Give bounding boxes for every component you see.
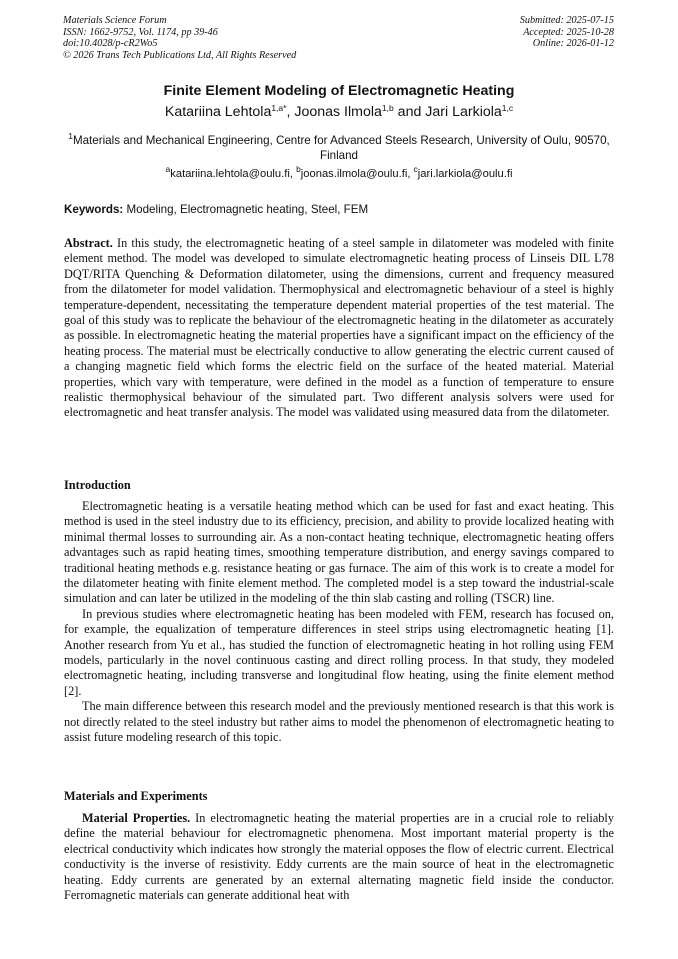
author-list (0, 104, 678, 120)
email-mark: a (165, 164, 171, 174)
introduction-body (64, 499, 614, 746)
email-mark: b (296, 164, 301, 174)
affiliation (64, 133, 614, 163)
journal-info (63, 15, 296, 61)
paragraph: Electromagnetic heating is a versatile heating method which can be used for fast and exact heating. This method is used in the steel industry due to its efficiency, precision, and ability to provide localized heating with minimal thermal losses to surrounding air. As a non-contact heating technique, electromagnetic heating offers advantages such as rapid heating times, smoothing temperature distribution, and energy savings compared to traditional heating methods e.g. resistance heating or gas furnace. The aim of this work is to create a model for the dilatometer heating with finite element method. The completed model is a step toward the industrial-scale simulation and can later be utilized in the modeling of the thin slab casting and rolling (TSCR) line. (64, 499, 614, 606)
accepted-date: Accepted: 2025-10-28 (523, 26, 614, 38)
abstract-label: Abstract. (64, 236, 113, 250)
abstract-text: In this study, the electromagnetic heating of a steel sample in dilatometer was modeled with finite element method. The model was developed to simulate electromagnetic heating process of Linseis DIL L78 DQT/RITA Quenching & Deformation dilatometer, using the dimensions, current and frequency measured from the dilatometer for model validation. Thermophysical and electromagnetic behaviour of a steel is highly temperature-dependent, necessitating the temperature dependent material properties of the test material. The goal of this study was to replicate the behaviour of the electromagnetic heating in the dilatometer as accurately as possible. In electromagnetic heating the material properties have a significant impact on the efficiency of the heating process. The material must be electrically conductive to allow generating the electric current caused of a changing magnetic field which forms the electric field on the surface of the heated material. Material properties, which vary with temperature, were defined in the model as a function of temperature to ensure realistic thermophysical behaviour of the simulated part. Two different analysis solvers were used for electromagnetic and heat transfer analysis. The model was validated using measured data from the dilatometer. (64, 236, 614, 420)
author-separator: and (393, 104, 426, 120)
keywords-text: Modeling, Electromagnetic heating, Steel, FEM (123, 203, 369, 216)
paper-title: Finite Element Modeling of Electromagnetic Heating (163, 83, 515, 99)
email-mark: c (413, 164, 418, 174)
author-affiliation-mark: 1,c (501, 103, 514, 113)
submitted-date: Submitted: 2025-07-15 (519, 15, 614, 26)
author-name: Katariina Lehtola (164, 104, 272, 120)
online-date: Online: 2026-01-12 (532, 38, 614, 50)
subsection-heading: Material Properties. (82, 811, 191, 825)
affiliation-text: Materials and Mechanical Engineering, Centre for Advanced Steels Research, University of Oulu, 90570, Finland (72, 134, 610, 162)
keywords-label: Keywords: (64, 203, 124, 216)
author-affiliation-mark: 1,a* (271, 103, 287, 113)
email-separator: , (289, 168, 297, 180)
affiliation-mark: 1 (68, 131, 73, 141)
email-address[interactable]: katariina.lehtola@oulu.fi (170, 168, 290, 180)
abstract (64, 236, 614, 421)
author-affiliation-mark: 1,b (381, 103, 394, 113)
email-address[interactable]: jari.larkiola@oulu.fi (417, 168, 513, 180)
paragraph (64, 811, 614, 903)
author-separator: , (286, 104, 295, 120)
paragraph: The main difference between this research model and the previously mentioned research is that this work is not directly related to the steel industry but rather aims to model the phenomenon of electromagnetic heating to assist future modeling research of this topic. (64, 699, 614, 745)
journal-name: Materials Science Forum (63, 15, 167, 26)
email-address[interactable]: joonas.ilmola@oulu.fi (300, 168, 408, 180)
doi-line: doi:10.4028/p-cR2Wo5 (63, 38, 158, 50)
email-separator: , (407, 168, 414, 180)
keywords (64, 203, 614, 216)
introduction-heading: Introduction (64, 478, 131, 492)
copyright-line: © 2026 Trans Tech Publications Ltd, All Rights Reserved (63, 49, 297, 61)
issn-line: ISSN: 1662-9752, Vol. 1174, pp 39-46 (63, 26, 218, 38)
materials-body (64, 811, 614, 903)
paragraph: In previous studies where electromagnetic heating has been modeled with FEM, research has focused on, for example, the equalization of temperature differences in steel strips using electromagnetic heating [1]. Another research from Yu et al., has studied the function of electromagnetic heating in hot rolling using FEM models, particularly in the novel continuous casting and direct rolling process. In that study, they modeled electromagnetic heating, including transverse and longitudinal flow heating, using the finite element method [2]. (64, 606, 614, 698)
materials-heading: Materials and Experiments (64, 789, 208, 803)
email-list (0, 164, 678, 180)
paragraph-text: In electromagnetic heating the material properties are in a crucial role to reliably define the material behaviour for electromagnetic phenomena. Most important material property is the electrical conductivity which indicates how strongly the material opposes the flow of electric current. Electrical conductivity is the inverse of resistivity. Eddy currents are the main source of heat in the electromagnetic heating. Eddy currents are generated by an external alternating magnetic field inside the conductor. Ferromagnetic materials can generate additional heat with (64, 811, 614, 903)
author-name: Jari Larkiola (425, 104, 502, 120)
author-name: Joonas Ilmola (294, 104, 382, 120)
publication-dates (520, 15, 614, 50)
